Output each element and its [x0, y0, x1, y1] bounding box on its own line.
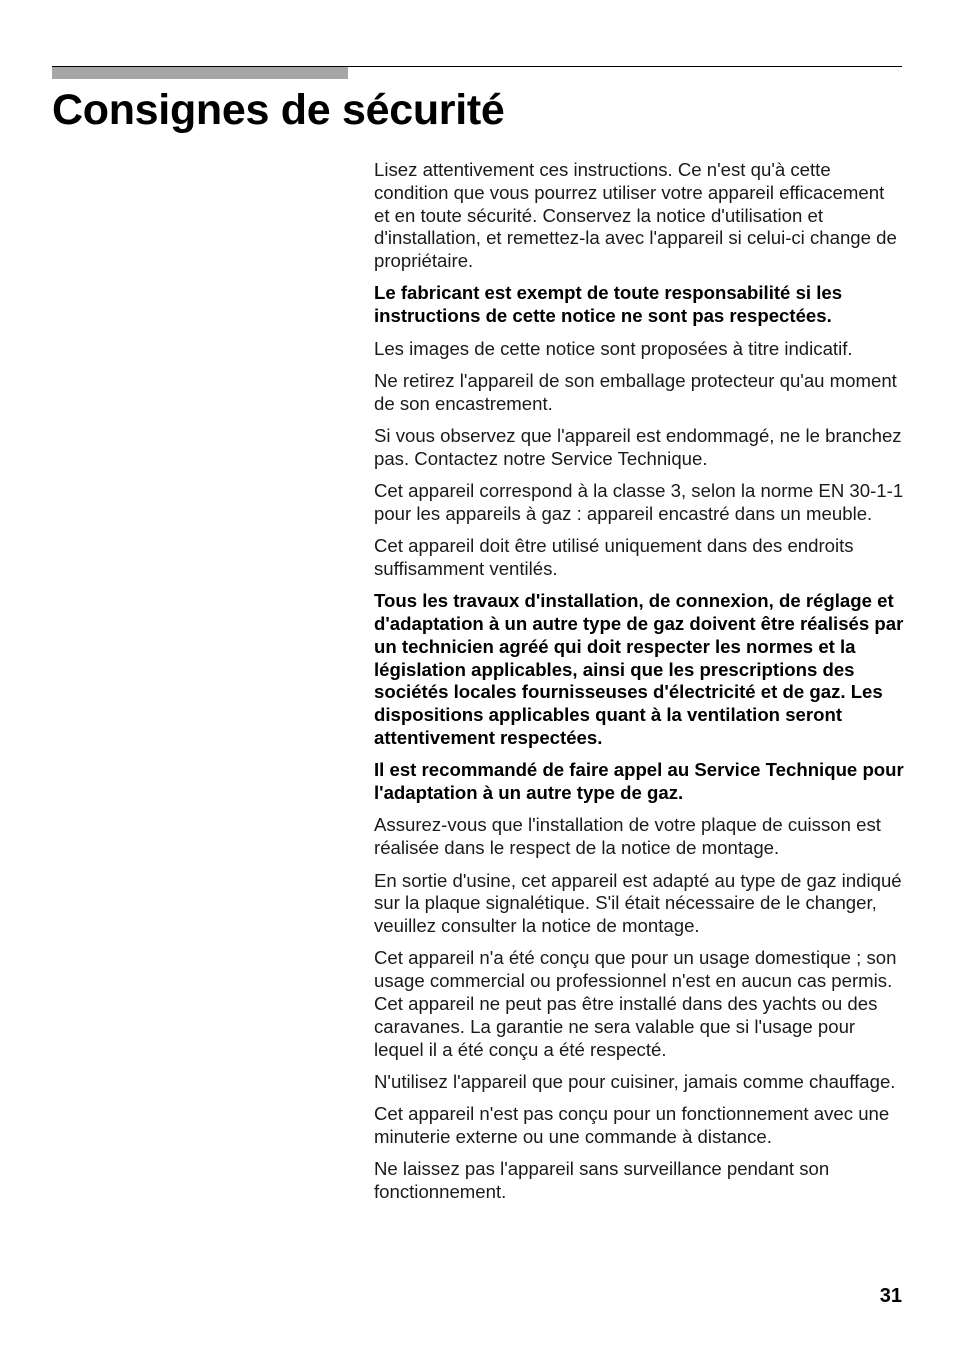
paragraph: Ne retirez l'appareil de son emballage protecteur qu'au moment de son encastrement. — [374, 369, 897, 414]
page-title: Consignes de sécurité — [52, 86, 505, 134]
paragraph: Ne laissez pas l'appareil sans surveillance pendant son fonctionnement. — [374, 1158, 830, 1203]
paragraph: Cet appareil n'est pas conçu pour un fonctionnement avec une minuterie externe ou une commande à distance. — [374, 1103, 890, 1147]
paragraph: Cet appareil doit être utilisé uniquement dans des endroits suffisamment ventilés. — [374, 535, 854, 579]
paragraph: Il est recommandé de faire appel au Service Technique pour l'adaptation à un autre type de gaz. — [374, 759, 904, 804]
header-accent-bar — [52, 67, 348, 79]
paragraph: Lisez attentivement ces instructions. Ce n'est qu'à cette condition que vous pourrez utiliser votre appareil efficacement et en toute sécurité. Conservez la notice d'utilisation et d'installation, et remettez-la avec l'appareil si celui-ci change de propriétaire. — [374, 159, 897, 272]
paragraph: En sortie d'usine, cet appareil est adapté au type de gaz indiqué sur la plaque signalétique. S'il était nécessaire de le changer, veuillez consulter la notice de montage. — [374, 869, 902, 937]
paragraph: Si vous observez que l'appareil est endommagé, ne le branchez pas. Contactez notre Service Technique. — [374, 424, 902, 469]
paragraph: Le fabricant est exempt de toute responsabilité si les instructions de cette notice ne sont pas respectées. — [374, 282, 843, 327]
page-number: 31 — [879, 1285, 902, 1307]
paragraph: Les images de cette notice sont proposées à titre indicatif. — [374, 337, 853, 359]
paragraph: Assurez-vous que l'installation de votre plaque de cuisson est réalisée dans le respect de la notice de montage. — [374, 814, 881, 859]
paragraph: Cet appareil correspond à la classe 3, selon la norme EN 30-1-1 pour les appareils à gaz : appareil encastré dans un meuble. — [374, 480, 904, 524]
paragraph: Cet appareil n'a été conçu que pour un usage domestique ; son usage commercial ou professionnel n'est en aucun cas permis. Cet appareil ne peut pas être installé dans des yachts ou des caravanes. La garantie ne sera valable que si l'usage pour lequel il a été conçu a été respecté. — [374, 947, 897, 1060]
paragraph: N'utilisez l'appareil que pour cuisiner, jamais comme chauffage. — [374, 1070, 896, 1092]
safety-instructions — [374, 159, 904, 1213]
paragraph: Tous les travaux d'installation, de connexion, de réglage et d'adaptation à un autre type de gaz doivent être réalisés par un technicien agréé qui doit respecter les normes et la législation applicables, ainsi que les prescriptions des sociétés locales fournisseuses d'électricité et de gaz. Les dispositions applicables quant à la ventilation seront attentivement respectées. — [374, 590, 904, 749]
